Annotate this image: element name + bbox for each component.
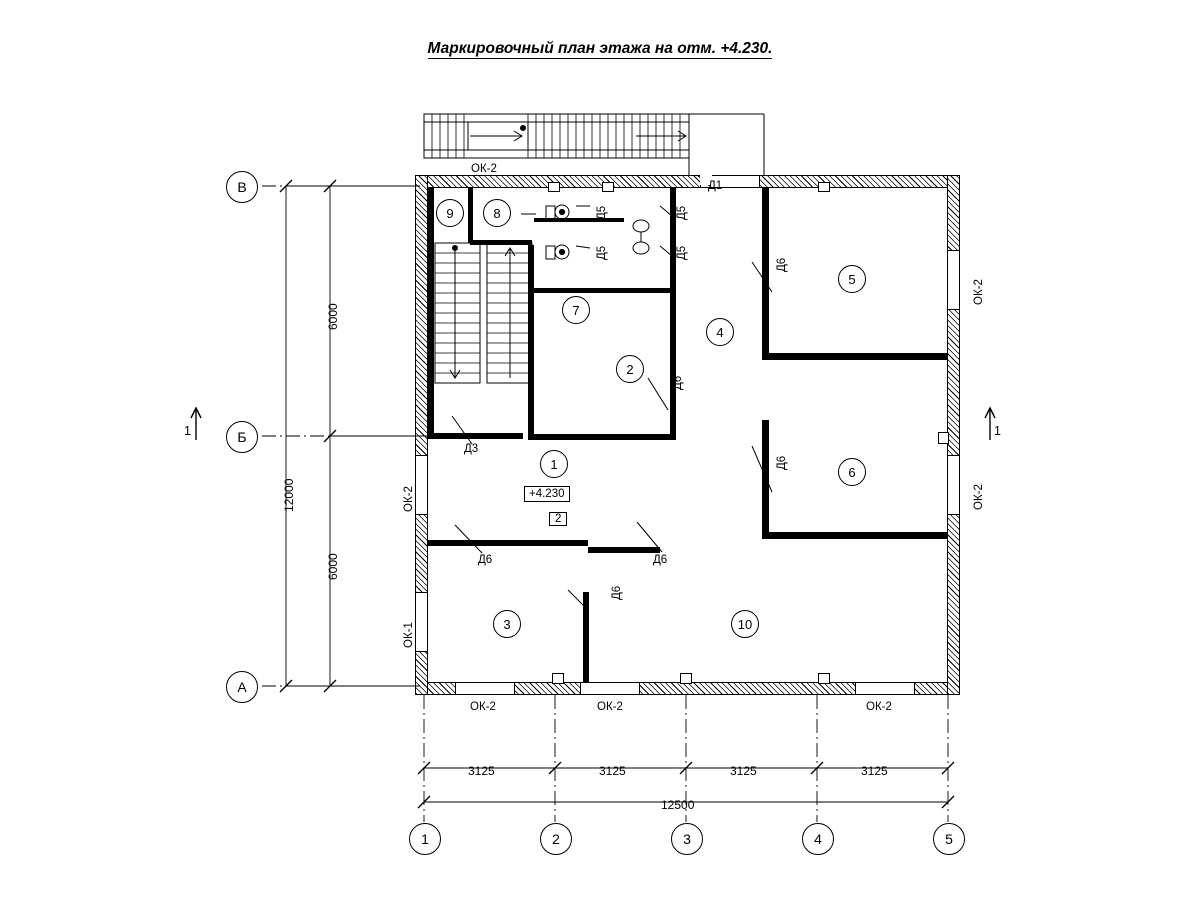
partition-room8-bottom [470, 240, 532, 245]
partition-room7-bottom [534, 288, 674, 293]
dimension-value: 12000 [282, 478, 296, 512]
window-opening-right-upper [947, 250, 960, 310]
partition-lower-vert [583, 592, 589, 682]
axis-bubble-v-2 [226, 421, 258, 453]
room-number-label: 8 [493, 205, 501, 221]
partition-room2-left [528, 245, 534, 440]
dimension-value: 3125 [861, 764, 888, 778]
dimension-value: 3125 [599, 764, 626, 778]
window-label-bottom-1 [470, 701, 496, 713]
dimension-value: 6000 [326, 303, 340, 330]
dimension-value: 3125 [468, 764, 495, 778]
window-label-right-upper [973, 279, 985, 305]
room-number-7 [562, 296, 590, 324]
door-label: Д5 [596, 245, 608, 260]
partition-upper-left-horiz [428, 433, 523, 439]
window-label: ОК-2 [471, 163, 497, 175]
sill-mark-top-b [602, 182, 614, 192]
axis-bubble-v-3 [226, 671, 258, 703]
room-number-label: 1 [550, 456, 558, 472]
dimension-vertical-6000-upper [326, 303, 340, 330]
room-number-8 [483, 199, 511, 227]
dimension-value: 12500 [661, 798, 695, 812]
sill-mark-bottom-a [552, 673, 564, 684]
level-mark-value: +4.230 [529, 488, 565, 500]
door-label-d6-d [478, 554, 492, 566]
room-number-3 [493, 610, 521, 638]
window-opening-bottom-3 [855, 682, 915, 695]
partition-room2-bottom [528, 434, 676, 440]
room-number-label: 3 [503, 616, 511, 632]
partition-lower-mid-horiz [588, 547, 660, 553]
door-label: Д1 [708, 180, 723, 192]
door-label: Д6 [611, 585, 623, 600]
partition-right-horiz-upper [762, 353, 947, 360]
dimension-horizontal-2 [599, 764, 626, 778]
window-label-left-upper [403, 486, 415, 512]
door-label-d6-a [776, 258, 788, 272]
window-label: ОК-2 [403, 486, 415, 512]
door-label: Д6 [776, 257, 788, 272]
sill-mark-bottom-c [818, 673, 830, 684]
window-label: ОК-2 [973, 484, 985, 510]
dimension-vertical-6000-lower [326, 553, 340, 580]
dimension-value: 6000 [326, 553, 340, 580]
partition-right-horiz-lower [762, 532, 947, 539]
axis-label: Б [237, 429, 247, 445]
dimension-value: 3125 [730, 764, 757, 778]
door-label: Д5 [596, 205, 608, 220]
door-label-d6-b [776, 456, 788, 470]
dimension-vertical-12000 [282, 479, 296, 512]
sill-mark-right [938, 432, 949, 444]
room-number-1 [540, 450, 568, 478]
door-label-d6-c [672, 376, 684, 390]
section-mark-right [994, 424, 1001, 438]
window-opening-right-lower [947, 455, 960, 515]
room-number-label: 10 [737, 616, 753, 632]
partition-right-vert-lower [762, 420, 769, 535]
exterior-wall-top [415, 175, 960, 188]
door-label: Д6 [478, 554, 493, 566]
window-label-bottom-3 [866, 701, 892, 713]
door-label: Д6 [672, 375, 684, 390]
door-label: Д6 [653, 554, 668, 566]
window-label: ОК-2 [866, 701, 892, 713]
room-number-label: 6 [848, 464, 856, 480]
room-number-10 [731, 610, 759, 638]
room-number-6 [838, 458, 866, 486]
window-opening-bottom-1 [455, 682, 515, 695]
axis-label: 5 [945, 831, 953, 847]
window-label-bottom-2 [597, 701, 623, 713]
partition-wc-mid [534, 218, 624, 222]
axis-bubble-h-3 [671, 823, 703, 855]
door-label: Д3 [464, 443, 479, 455]
axis-label: 4 [814, 831, 822, 847]
room-number-4 [706, 318, 734, 346]
window-opening-left-upper [415, 455, 428, 515]
door-label: Д5 [676, 205, 688, 220]
axis-bubble-h-5 [933, 823, 965, 855]
door-label-d3 [464, 443, 478, 455]
dimension-horizontal-1 [468, 764, 495, 778]
window-label-top [471, 163, 497, 175]
level-box-value: 2 [555, 513, 562, 525]
room-number-2 [616, 355, 644, 383]
level-mark-box-label [549, 512, 567, 526]
room-number-label: 4 [716, 324, 724, 340]
room-number-label: 2 [626, 361, 634, 377]
window-label: ОК-2 [973, 279, 985, 305]
partition-room2-right [670, 188, 676, 440]
axis-bubble-h-4 [802, 823, 834, 855]
partition-right-vert-upper [762, 188, 769, 353]
drawing-title [0, 40, 1200, 58]
door-label-d6-e [653, 554, 667, 566]
axis-label: 1 [421, 831, 429, 847]
dimension-horizontal-4 [861, 764, 888, 778]
window-label-left-lower [403, 622, 415, 648]
window-label: ОК-2 [597, 701, 623, 713]
room-number-label: 7 [572, 302, 580, 318]
room-number-9 [436, 199, 464, 227]
door-label: Д6 [776, 455, 788, 470]
partition-room9-right [468, 188, 473, 243]
room-number-5 [838, 265, 866, 293]
window-label: ОК-2 [470, 701, 496, 713]
door-label-d5-a [596, 206, 608, 220]
window-opening-bottom-2 [580, 682, 640, 695]
door-label-d5-c [596, 246, 608, 260]
axis-label: В [237, 179, 247, 195]
sill-mark-top-c [818, 182, 830, 192]
sill-mark-bottom-b [680, 673, 692, 684]
section-mark-label: 1 [184, 424, 191, 438]
section-mark-label: 1 [994, 424, 1001, 438]
door-label-d6-f [611, 586, 623, 600]
partition-lower-left-horiz [428, 540, 588, 546]
door-label: Д5 [676, 245, 688, 260]
room-number-label: 5 [848, 271, 856, 287]
window-label: ОК-1 [403, 622, 415, 648]
window-label-right-lower [973, 484, 985, 510]
drawing-title-text: Маркировочный план этажа на отм. +4.230. [427, 40, 773, 57]
sill-mark-top-a [548, 182, 560, 192]
room-number-label: 9 [446, 205, 454, 221]
axis-bubble-v-1 [226, 171, 258, 203]
axis-label: 3 [683, 831, 691, 847]
axis-label: А [237, 679, 247, 695]
dimension-horizontal-3 [730, 764, 757, 778]
door-label-d5-b [676, 206, 688, 220]
dimension-horizontal-total [661, 798, 694, 812]
partition-upper-left-vert [428, 188, 434, 438]
door-label-d1 [708, 180, 722, 192]
window-opening-left-lower [415, 592, 428, 652]
axis-bubble-h-1 [409, 823, 441, 855]
axis-label: 2 [552, 831, 560, 847]
level-mark [524, 486, 570, 502]
axis-bubble-h-2 [540, 823, 572, 855]
section-mark-left [184, 424, 191, 438]
door-label-d5-d [676, 246, 688, 260]
